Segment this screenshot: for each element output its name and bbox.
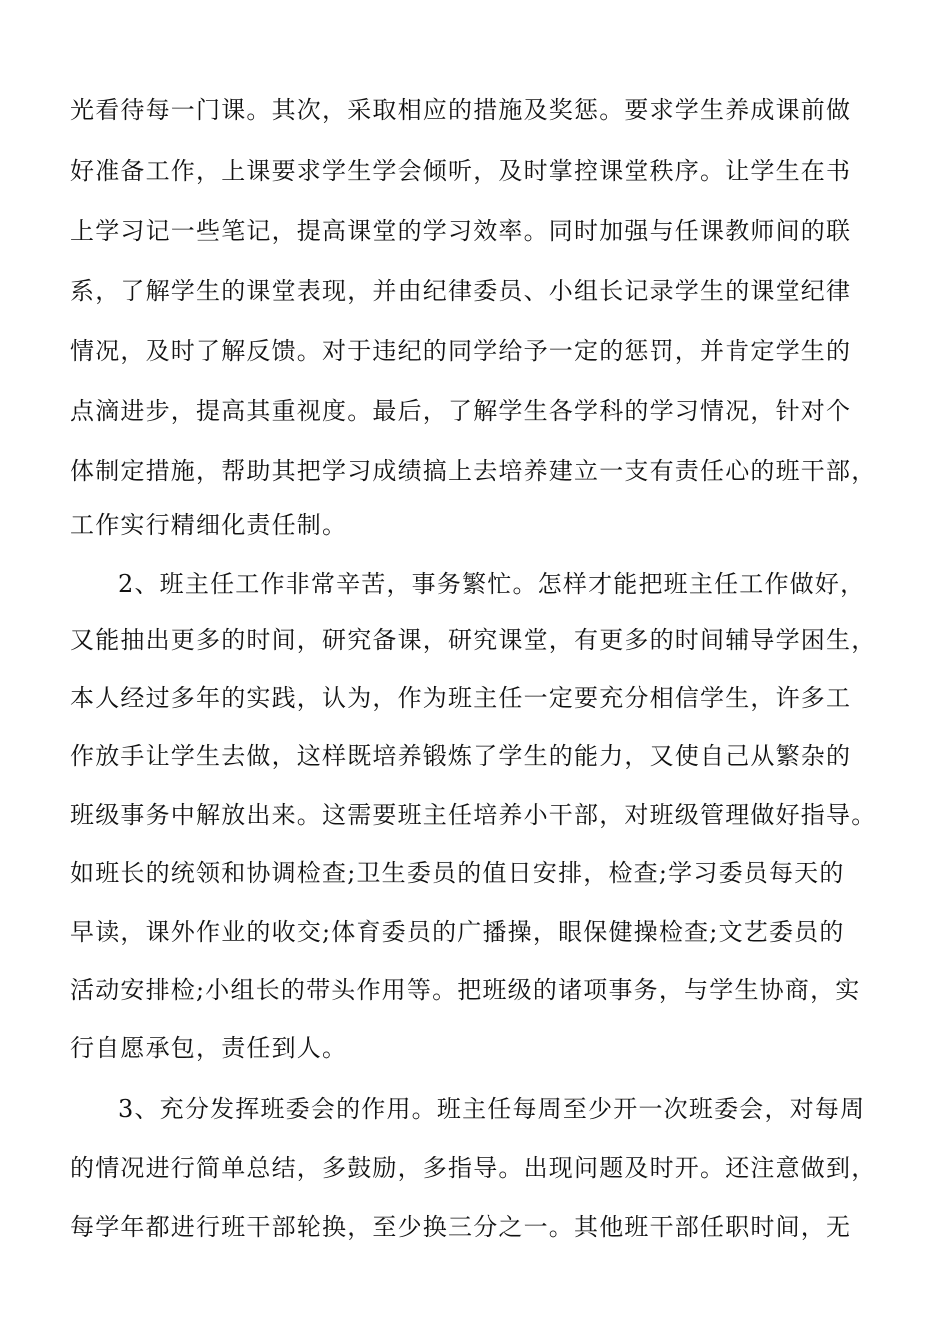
text-line: 光看待每一门课。其次，采取相应的措施及奖惩。要求学生养成课前做 [70, 96, 852, 124]
text-line: 如班长的统领和协调检查;卫生委员的值日安排，检查;学习委员每天的 [70, 859, 845, 887]
text-line: 体制定措施，帮助其把学习成绩搞上去培养建立一支有责任心的班干部， [70, 457, 877, 485]
text-line: 又能抽出更多的时间，研究备课，研究课堂，有更多的时间辅导学困生， [70, 626, 877, 654]
text-line: 作放手让学生去做，这样既培养锻炼了学生的能力，又使自己从繁杂的 [70, 742, 852, 770]
paragraph-3-first-line: 3、充分发挥班委会的作用。班主任每周至少开一次班委会，对每周 [118, 1095, 866, 1123]
text-line: 好准备工作，上课要求学生学会倾听，及时掌控课堂秩序。让学生在书 [70, 157, 852, 185]
text-line: 早读，课外作业的收交;体育委员的广播操，眼保健操检查;文艺委员的 [70, 918, 845, 946]
text-line: 班级事务中解放出来。这需要班主任培养小干部，对班级管理做好指导。 [70, 801, 877, 829]
text-line: 上学习记一些笔记，提高课堂的学习效率。同时加强与任课教师间的联 [70, 217, 852, 245]
text-line: 活动安排检;小组长的带头作用等。把班级的诸项事务，与学生协商，实 [70, 976, 861, 1004]
text-line: 情况，及时了解反馈。对于违纪的同学给予一定的惩罚，并肯定学生的 [70, 337, 852, 365]
text-line: 本人经过多年的实践，认为，作为班主任一定要充分相信学生，许多工 [70, 684, 852, 712]
text-line: 工作实行精细化责任制。 [70, 511, 348, 539]
text-line: 点滴进步，提高其重视度。最后，了解学生各学科的学习情况，针对个 [70, 397, 852, 425]
paragraph-2-first-line: 2、班主任工作非常辛苦，事务繁忙。怎样才能把班主任工作做好， [118, 570, 866, 598]
text-line: 的情况进行简单总结，多鼓励，多指导。出现问题及时开。还注意做到， [70, 1154, 877, 1182]
text-line: 行自愿承包，责任到人。 [70, 1034, 348, 1062]
text-line: 系，了解学生的课堂表现，并由纪律委员、小组长记录学生的课堂纪律 [70, 277, 852, 305]
text-line: 每学年都进行班干部轮换，至少换三分之一。其他班干部任职时间，无 [70, 1213, 852, 1241]
